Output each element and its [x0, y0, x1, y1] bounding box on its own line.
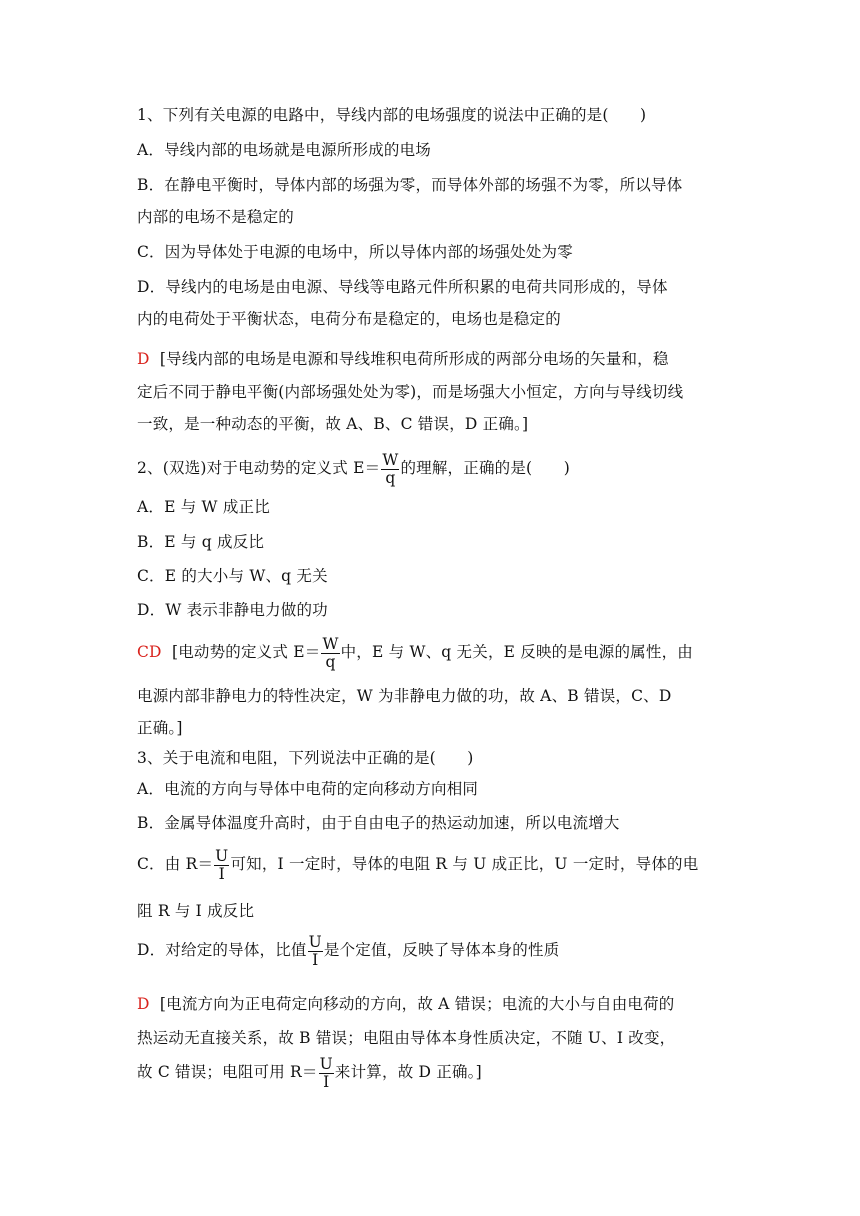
q2-explanation-post: 中，E 与 W、q 无关，E 反映的是电源的属性，由 [340, 643, 693, 661]
q2-option-b: B．E 与 q 成反比 [137, 533, 265, 551]
q3-option-d-pre: D．对给定的导体，比值 [137, 941, 307, 959]
q3-explanation-text1: [电流方向为正电荷定向移动的方向，故 A 错误；电流的大小与自由电荷的 [159, 995, 675, 1013]
fraction-numerator: W [322, 634, 339, 653]
q3-option-d [137, 932, 559, 969]
fraction-denominator: I [218, 864, 225, 883]
q3-stem: 3、关于电流和电阻，下列说法中正确的是( ) [137, 749, 474, 767]
q3-explanation-line1 [137, 994, 675, 1014]
q3-explanation-post: 来计算，故 D 正确。] [334, 1063, 482, 1081]
q1-answer: D [137, 350, 150, 368]
q1-option-d-line2: 内的电荷处于平衡状态，电荷分布是稳定的，电场也是稳定的 [137, 310, 561, 328]
q1-explanation-text1: [导线内部的电场是电源和导线堆积电荷所形成的两部分电场的矢量和，稳 [159, 350, 669, 368]
q3-option-b: B．金属导体温度升高时，由于自由电子的热运动加速，所以电流增大 [137, 814, 620, 832]
q2-explanation-line3: 正确。] [137, 719, 183, 737]
q2-stem-pre: 2、(双选)对于电动势的定义式 E＝ [137, 459, 381, 477]
fraction-denominator: I [312, 950, 319, 969]
q3-explanation-pre: 故 C 错误；电阻可用 R＝ [137, 1063, 318, 1081]
q3-option-c-fraction [214, 848, 229, 883]
q3-option-c-line1 [137, 846, 698, 883]
fraction-numerator: U [308, 932, 322, 951]
q1-option-b-line2: 内部的电场不是稳定的 [137, 208, 295, 226]
fraction-denominator: I [323, 1072, 330, 1091]
q2-explanation-pre: [电动势的定义式 E＝ [171, 643, 321, 661]
q2-option-c: C．E 的大小与 W、q 无关 [137, 567, 328, 585]
q3-option-d-post: 是个定值，反映了导体本身的性质 [323, 941, 560, 959]
fraction-denominator: q [325, 652, 336, 671]
q3-option-a: A．电流的方向与导体中电荷的定向移动方向相同 [137, 780, 479, 798]
fraction-numerator: W [382, 450, 399, 469]
q1-option-d-line1: D．导线内的电场是由电源、导线等电路元件所积累的电荷共同形成的，导体 [137, 278, 668, 296]
fraction-numerator: U [319, 1054, 333, 1073]
q2-option-a: A．E 与 W 成正比 [137, 498, 270, 516]
q2-explanation-line1 [137, 634, 693, 671]
q3-option-c-line2: 阻 R 与 I 成反比 [137, 902, 255, 920]
q2-answer: CD [137, 643, 162, 661]
q2-option-d: D．W 表示非静电力做的功 [137, 601, 328, 619]
q2-explanation-fraction [321, 636, 339, 671]
q1-explanation-line2: 定后不同于静电平衡(内部场强处处为零)，而是场强大小恒定，方向与导线切线 [137, 383, 684, 401]
q3-option-d-fraction [308, 934, 323, 969]
fraction-numerator: U [215, 846, 229, 865]
q1-stem: 1、下列有关电源的电路中，导线内部的电场强度的说法中正确的是( ) [137, 106, 647, 124]
q2-explanation-line2: 电源内部非静电力的特性决定，W 为非静电力做的功，故 A、B 错误，C、D [137, 687, 672, 705]
q3-explanation-line3 [137, 1054, 482, 1091]
q1-explanation-line3: 一致，是一种动态的平衡，故 A、B、C 错误，D 正确。] [137, 415, 529, 433]
q3-option-c-post: 可知，I 一定时，导体的电阻 R 与 U 成正比，U 一定时，导体的电 [230, 855, 699, 873]
q2-stem-fraction [381, 452, 399, 487]
q2-stem [137, 450, 570, 487]
q1-option-c: C．因为导体处于电源的电场中，所以导体内部的场强处处为零 [137, 243, 573, 261]
q3-explanation-line2: 热运动无直接关系，故 B 错误；电阻由导体本身性质决定，不随 U、I 改变， [137, 1029, 676, 1047]
q3-answer: D [137, 995, 150, 1013]
fraction-denominator: q [385, 468, 396, 487]
q1-option-b-line1: B．在静电平衡时，导体内部的场强为零，而导体外部的场强不为零，所以导体 [137, 176, 683, 194]
q3-option-c-pre: C．由 R＝ [137, 855, 214, 873]
q2-stem-post: 的理解，正确的是( ) [400, 459, 570, 477]
q1-option-a: A．导线内部的电场就是电源所形成的电场 [137, 141, 431, 159]
q1-explanation-line1 [137, 349, 669, 369]
q3-explanation-fraction [319, 1056, 334, 1091]
